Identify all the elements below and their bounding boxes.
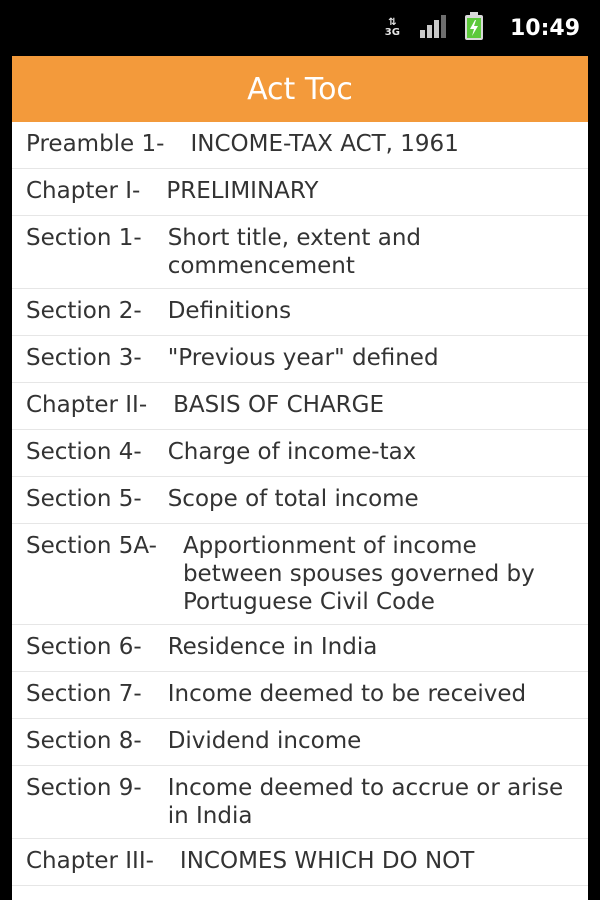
toc-item[interactable] — [12, 672, 588, 719]
toc-item-label: Section 3- — [26, 345, 142, 371]
battery-charging-icon — [464, 12, 484, 44]
toc-item-title: Short title, extent and commencement — [167, 225, 422, 279]
app-screen — [12, 56, 588, 900]
toc-item[interactable] — [12, 839, 588, 886]
toc-item-label: Section 9- — [26, 775, 142, 801]
toc-item-title: Dividend income — [167, 728, 362, 754]
toc-item-label: Section 7- — [26, 681, 142, 707]
toc-item[interactable] — [12, 625, 588, 672]
toc-item[interactable] — [12, 430, 588, 477]
toc-item-title: Residence in India — [167, 634, 378, 660]
toc-item-title: Charge of income-tax — [167, 439, 417, 465]
toc-item-label: Section 5- — [26, 486, 142, 512]
toc-item-label: Section 8- — [26, 728, 142, 754]
toc-item-label: Chapter II- — [26, 392, 148, 418]
toc-item[interactable] — [12, 719, 588, 766]
status-time: 10:49 — [509, 15, 580, 41]
toc-list — [12, 122, 588, 886]
toc-item[interactable] — [12, 524, 588, 625]
toc-item-label: Preamble 1- — [26, 131, 165, 157]
toc-item-title: Income deemed to be received — [167, 681, 527, 707]
toc-item-title: INCOME-TAX ACT, 1961 — [190, 131, 459, 157]
toc-item[interactable] — [12, 216, 588, 289]
toc-item-title: Apportionment of income between spouses governed by Portuguese Civil Code — [182, 533, 535, 615]
toc-item-title: "Previous year" defined — [167, 345, 439, 371]
toc-item-title: BASIS OF CHARGE — [173, 392, 385, 418]
network-type-icon: ⇅ 3G — [384, 17, 400, 38]
toc-item[interactable] — [12, 289, 588, 336]
toc-item[interactable] — [12, 766, 588, 839]
toc-item-label: Section 4- — [26, 439, 142, 465]
toc-item-label: Section 2- — [26, 298, 142, 324]
page-title: Act Toc — [247, 71, 353, 107]
toc-item-label: Section 5A- — [26, 533, 157, 559]
toc-item-title: Income deemed to accrue or arise in India — [167, 775, 564, 829]
toc-item-title: INCOMES WHICH DO NOT — [179, 848, 475, 874]
network-type-label: 3G — [384, 27, 400, 38]
toc-item[interactable] — [12, 169, 588, 216]
signal-icon — [420, 14, 450, 42]
status-icons — [385, 10, 580, 46]
toc-item[interactable] — [12, 122, 588, 169]
toc-item-title: Scope of total income — [167, 486, 419, 512]
toc-item-title: PRELIMINARY — [166, 178, 319, 204]
toc-item-title: Definitions — [167, 298, 292, 324]
title-bar — [12, 56, 588, 122]
toc-item[interactable] — [12, 336, 588, 383]
toc-item-label: Section 1- — [26, 225, 142, 251]
toc-item-label: Section 6- — [26, 634, 142, 660]
toc-item-label: Chapter I- — [26, 178, 141, 204]
toc-item[interactable] — [12, 383, 588, 430]
status-bar — [0, 0, 600, 56]
toc-item[interactable] — [12, 477, 588, 524]
toc-item-label: Chapter III- — [26, 848, 154, 874]
